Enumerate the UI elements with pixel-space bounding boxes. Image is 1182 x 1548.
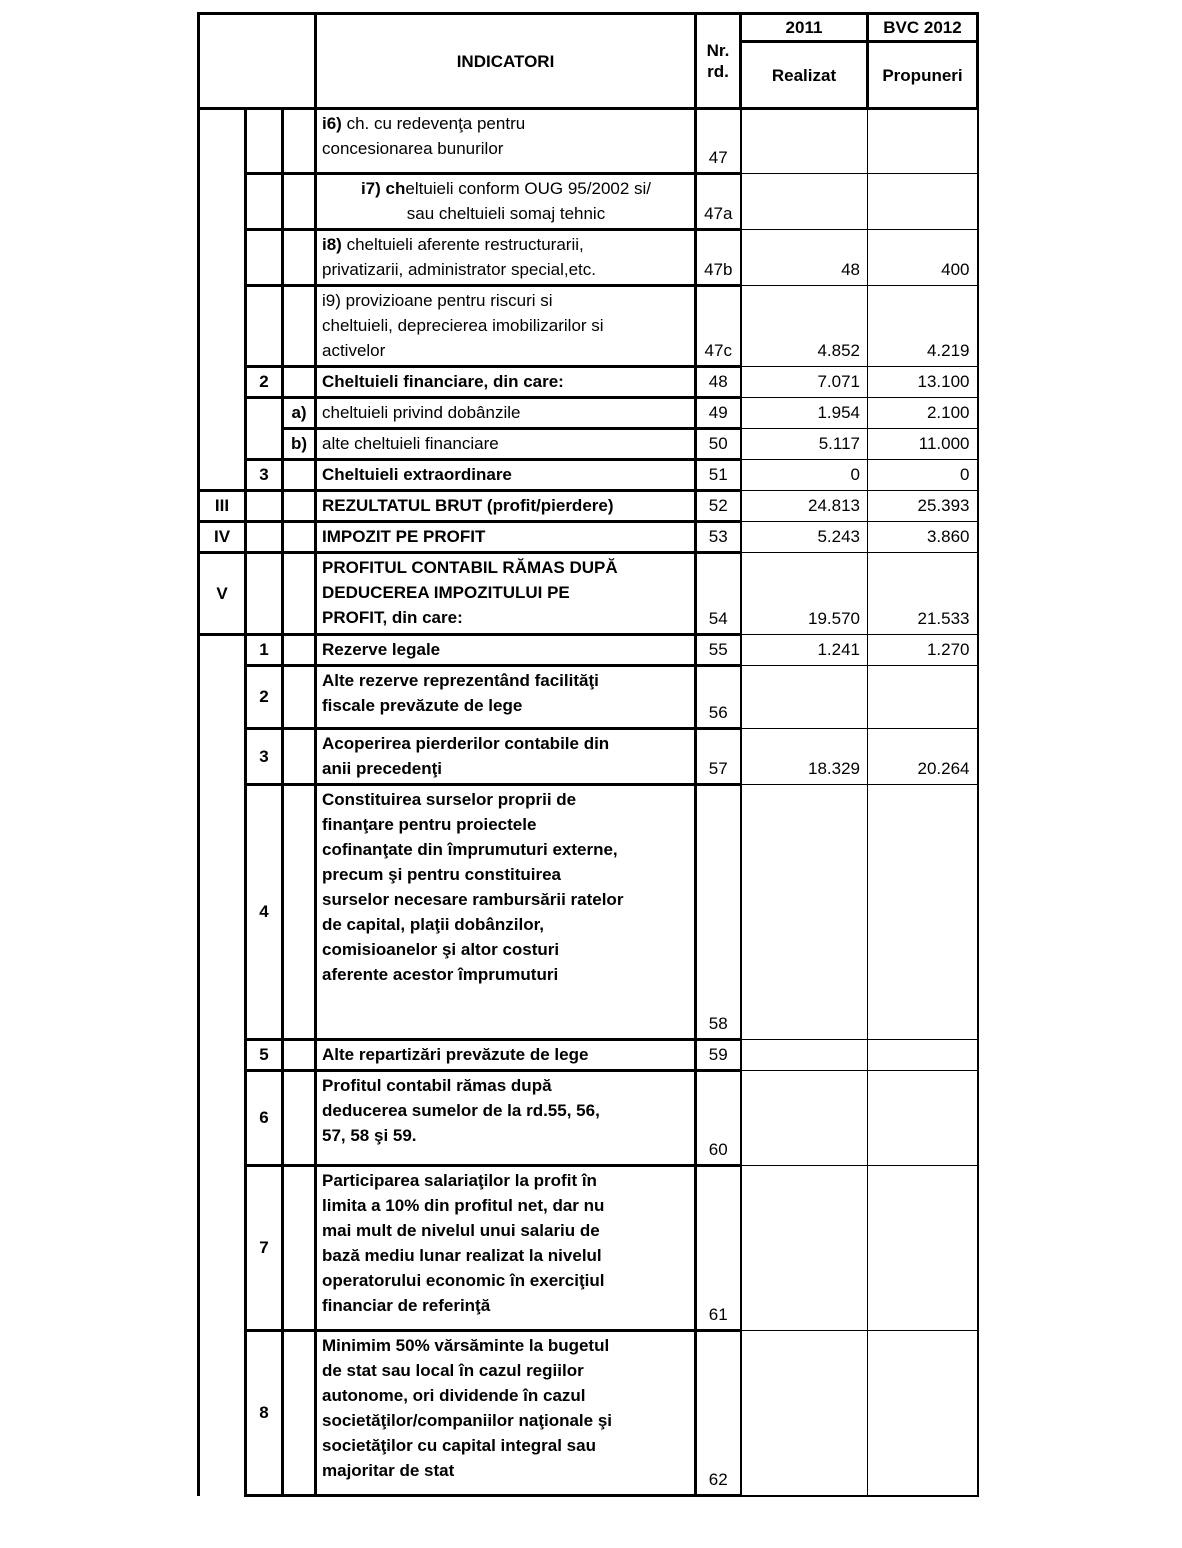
propuneri-cell bbox=[868, 174, 978, 230]
propuneri-cell: 3.860 bbox=[868, 522, 978, 553]
roman-label-cell: V bbox=[199, 553, 246, 635]
table-row bbox=[199, 1040, 978, 1071]
propuneri-cell: 1.270 bbox=[868, 635, 978, 666]
letter-label-cell bbox=[283, 1166, 316, 1331]
indicator-text: i9) provizioane pentru riscuri si cheltuieli, deprecierea imobilizarilor si activelor bbox=[322, 291, 604, 360]
propuneri-cell: 20.264 bbox=[868, 729, 978, 785]
letter-label-cell bbox=[283, 230, 316, 286]
nr-rd-cell: 49 bbox=[696, 398, 741, 429]
propuneri-cell bbox=[868, 109, 978, 174]
letter-label-cell bbox=[283, 522, 316, 553]
num-label-cell: 8 bbox=[246, 1331, 283, 1496]
propuneri-cell: 4.219 bbox=[868, 286, 978, 367]
letter-label-cell bbox=[283, 460, 316, 491]
table-row bbox=[199, 230, 978, 286]
nr-rd-cell: 56 bbox=[696, 666, 741, 729]
nr-rd-cell: 59 bbox=[696, 1040, 741, 1071]
indicator-cell bbox=[316, 286, 696, 367]
nr-rd-cell: 53 bbox=[696, 522, 741, 553]
propuneri-cell: 13.100 bbox=[868, 367, 978, 398]
table-row bbox=[199, 174, 978, 230]
indicator-cell bbox=[316, 230, 696, 286]
column-header-nr-rd: Nr. rd. bbox=[696, 14, 741, 109]
num-label-cell bbox=[246, 230, 283, 286]
num-label-cell bbox=[246, 553, 283, 635]
budget-indicators-table bbox=[197, 12, 979, 1497]
nr-rd-cell: 57 bbox=[696, 729, 741, 785]
letter-label-cell bbox=[283, 367, 316, 398]
realizat-cell: 48 bbox=[741, 230, 868, 286]
letter-label-cell bbox=[283, 491, 316, 522]
nr-rd-cell: 60 bbox=[696, 1071, 741, 1166]
column-header-bvc-2012: BVC 2012 bbox=[868, 14, 978, 42]
nr-rd-cell: 55 bbox=[696, 635, 741, 666]
indicator-cell bbox=[316, 460, 696, 491]
indicator-cell bbox=[316, 785, 696, 1040]
table-row bbox=[199, 522, 978, 553]
column-header-2011: 2011 bbox=[741, 14, 868, 42]
table-row bbox=[199, 460, 978, 491]
indicator-text: eltuieli conform OUG 95/2002 si/ sau cheltuieli somaj tehnic bbox=[405, 179, 652, 223]
realizat-cell bbox=[741, 174, 868, 230]
indicator-cell bbox=[316, 522, 696, 553]
num-label-cell bbox=[246, 522, 283, 553]
indicator-cell bbox=[316, 174, 696, 230]
propuneri-cell: 400 bbox=[868, 230, 978, 286]
table-row bbox=[199, 729, 978, 785]
indicator-text: IMPOZIT PE PROFIT bbox=[322, 527, 486, 546]
num-label-cell bbox=[246, 398, 283, 460]
num-label-cell: 3 bbox=[246, 460, 283, 491]
indicator-cell bbox=[316, 1166, 696, 1331]
column-header-propuneri: Propuneri bbox=[868, 42, 978, 109]
table-row bbox=[199, 1331, 978, 1496]
nr-rd-cell: 48 bbox=[696, 367, 741, 398]
propuneri-cell: 2.100 bbox=[868, 398, 978, 429]
roman-label-cell: IV bbox=[199, 522, 246, 553]
letter-label-cell bbox=[283, 1040, 316, 1071]
propuneri-cell bbox=[868, 1071, 978, 1166]
num-label-cell bbox=[246, 174, 283, 230]
indicator-text: Rezerve legale bbox=[322, 640, 441, 659]
letter-label-cell bbox=[283, 666, 316, 729]
nr-rd-cell: 61 bbox=[696, 1166, 741, 1331]
letter-label-cell bbox=[283, 286, 316, 367]
realizat-cell bbox=[741, 1040, 868, 1071]
letter-label-cell bbox=[283, 174, 316, 230]
indicator-text: REZULTATUL BRUT (profit/pierdere) bbox=[322, 496, 614, 515]
letter-label-cell bbox=[283, 635, 316, 666]
roman-label-cell: III bbox=[199, 491, 246, 522]
indicator-cell bbox=[316, 729, 696, 785]
propuneri-cell: 0 bbox=[868, 460, 978, 491]
indicator-text: Constituirea surselor proprii de finanţare pentru proiectele cofinanţate din împrumuturi externe, precum şi pentru constituirea surselor necesare rambursării ratelor de capital, plaţii dobânzilor, comisioanelor şi altor costuri aferente acestor împrumuturi bbox=[322, 790, 624, 984]
nr-rd-cell: 62 bbox=[696, 1331, 741, 1496]
realizat-cell bbox=[741, 1166, 868, 1331]
indicator-text: Alte rezerve reprezentând facilităţi fiscale prevăzute de lege bbox=[322, 671, 599, 715]
propuneri-cell: 11.000 bbox=[868, 429, 978, 460]
letter-label-cell bbox=[283, 1331, 316, 1496]
nr-rd-cell: 58 bbox=[696, 785, 741, 1040]
table-row bbox=[199, 553, 978, 635]
table-row bbox=[199, 635, 978, 666]
num-label-cell: 4 bbox=[246, 785, 283, 1040]
num-label-cell: 2 bbox=[246, 367, 283, 398]
indicator-text: cheltuieli privind dobânzile bbox=[322, 403, 521, 422]
propuneri-cell bbox=[868, 1166, 978, 1331]
indicator-cell bbox=[316, 109, 696, 174]
realizat-cell: 7.071 bbox=[741, 367, 868, 398]
table-row bbox=[199, 286, 978, 367]
indicator-text: Acoperirea pierderilor contabile din anii precedenţi bbox=[322, 734, 610, 778]
table-row bbox=[199, 666, 978, 729]
indicator-cell bbox=[316, 635, 696, 666]
indicator-cell bbox=[316, 553, 696, 635]
realizat-cell: 1.954 bbox=[741, 398, 868, 429]
realizat-cell bbox=[741, 666, 868, 729]
indicator-cell bbox=[316, 491, 696, 522]
indicator-text: ch. cu redevenţa pentru concesionarea bunurilor bbox=[322, 114, 526, 158]
indicator-prefix: i8) bbox=[322, 235, 342, 254]
realizat-cell: 1.241 bbox=[741, 635, 868, 666]
num-label-cell bbox=[246, 109, 283, 174]
letter-label-cell bbox=[283, 1071, 316, 1166]
realizat-cell bbox=[741, 785, 868, 1040]
indicator-text: Cheltuieli extraordinare bbox=[322, 465, 512, 484]
indicator-cell bbox=[316, 429, 696, 460]
table-row bbox=[199, 785, 978, 1040]
num-label-cell bbox=[246, 286, 283, 367]
roman-label-cell bbox=[199, 109, 246, 491]
roman-label-cell bbox=[199, 635, 246, 1496]
table-row bbox=[199, 109, 978, 174]
header-corner-cell bbox=[199, 14, 316, 109]
letter-label-cell: b) bbox=[283, 429, 316, 460]
realizat-cell: 19.570 bbox=[741, 553, 868, 635]
table-row bbox=[199, 491, 978, 522]
letter-label-cell bbox=[283, 109, 316, 174]
realizat-cell: 4.852 bbox=[741, 286, 868, 367]
indicator-cell bbox=[316, 398, 696, 429]
indicator-text: cheltuieli aferente restructurarii, privatizarii, administrator special,etc. bbox=[322, 235, 596, 279]
nr-rd-cell: 47c bbox=[696, 286, 741, 367]
num-label-cell: 6 bbox=[246, 1071, 283, 1166]
propuneri-cell: 21.533 bbox=[868, 553, 978, 635]
realizat-cell: 18.329 bbox=[741, 729, 868, 785]
propuneri-cell bbox=[868, 1331, 978, 1496]
realizat-cell bbox=[741, 109, 868, 174]
realizat-cell bbox=[741, 1331, 868, 1496]
table-row bbox=[199, 1166, 978, 1331]
column-header-realizat: Realizat bbox=[741, 42, 868, 109]
realizat-cell: 5.117 bbox=[741, 429, 868, 460]
table-row bbox=[199, 367, 978, 398]
indicator-cell bbox=[316, 1331, 696, 1496]
indicator-cell bbox=[316, 1040, 696, 1071]
num-label-cell bbox=[246, 491, 283, 522]
num-label-cell: 5 bbox=[246, 1040, 283, 1071]
nr-rd-cell: 52 bbox=[696, 491, 741, 522]
num-label-cell: 7 bbox=[246, 1166, 283, 1331]
nr-rd-cell: 54 bbox=[696, 553, 741, 635]
indicator-prefix: i6) bbox=[322, 114, 342, 133]
nr-rd-cell: 47 bbox=[696, 109, 741, 174]
indicator-prefix: i7) ch bbox=[360, 179, 406, 198]
indicator-text: Minimim 50% vărsăminte la bugetul de stat sau local în cazul regiilor autonome, ori dividende în cazul societăţilor/companiilor naţionale şi societăţilor cu capital integral sau majoritar de stat bbox=[322, 1336, 613, 1480]
propuneri-cell: 25.393 bbox=[868, 491, 978, 522]
propuneri-cell bbox=[868, 1040, 978, 1071]
indicator-text: Alte repartizări prevăzute de lege bbox=[322, 1045, 589, 1064]
indicator-cell bbox=[316, 367, 696, 398]
indicator-text: alte cheltuieli financiare bbox=[322, 434, 499, 453]
table-row bbox=[199, 1071, 978, 1166]
indicator-text: Cheltuieli financiare, din care: bbox=[322, 372, 564, 391]
num-label-cell: 2 bbox=[246, 666, 283, 729]
nr-rd-cell: 47a bbox=[696, 174, 741, 230]
nr-rd-cell: 47b bbox=[696, 230, 741, 286]
indicator-text: Participarea salariaţilor la profit în limita a 10% din profitul net, dar nu mai mult de nivelul unui salariu de bază mediu lunar realizat la nivelul operatorului economic în exerciţiul financiar de referinţă bbox=[322, 1171, 605, 1315]
indicator-text: Profitul contabil rămas după deducerea sumelor de la rd.55, 56, 57, 58 şi 59. bbox=[322, 1076, 600, 1145]
num-label-cell: 3 bbox=[246, 729, 283, 785]
propuneri-cell bbox=[868, 785, 978, 1040]
column-header-indicatori: INDICATORI bbox=[316, 14, 696, 109]
indicator-cell bbox=[316, 666, 696, 729]
table-row bbox=[199, 429, 978, 460]
num-label-cell: 1 bbox=[246, 635, 283, 666]
letter-label-cell bbox=[283, 785, 316, 1040]
propuneri-cell bbox=[868, 666, 978, 729]
realizat-cell: 0 bbox=[741, 460, 868, 491]
letter-label-cell: a) bbox=[283, 398, 316, 429]
indicator-text: PROFITUL CONTABIL RĂMAS DUPĂ DEDUCEREA IMPOZITULUI PE PROFIT, din care: bbox=[322, 558, 618, 627]
letter-label-cell bbox=[283, 729, 316, 785]
realizat-cell: 24.813 bbox=[741, 491, 868, 522]
realizat-cell: 5.243 bbox=[741, 522, 868, 553]
nr-rd-cell: 50 bbox=[696, 429, 741, 460]
realizat-cell bbox=[741, 1071, 868, 1166]
letter-label-cell bbox=[283, 553, 316, 635]
indicator-cell bbox=[316, 1071, 696, 1166]
table-row bbox=[199, 398, 978, 429]
nr-rd-cell: 51 bbox=[696, 460, 741, 491]
